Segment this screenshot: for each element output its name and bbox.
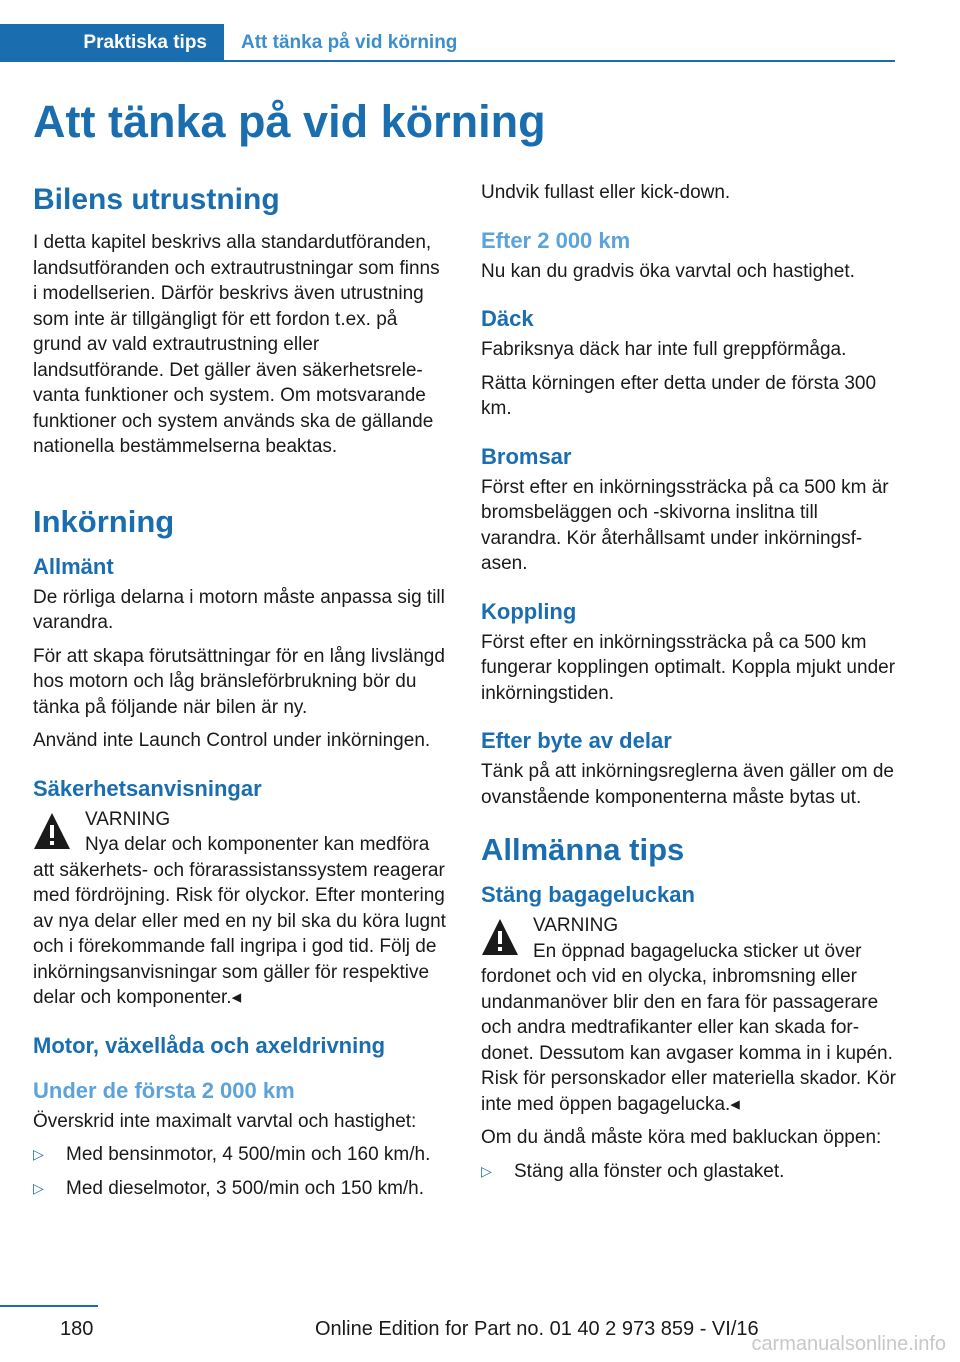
equipment-text: I detta kapitel beskrivs alla standardutföranden, landsutföranden och extrautrustningar som finns i modellserien. Därför beskrivs även utrustning som inte är tillgängligt för ett fordon t.ex. på grund av vald extrautrustning eller landsutförande. Det gäller även säkerhetsrelevanta funktioner och system. Om motsvarande funktioner och system används ska de gällande nationella bestämmelserna beaktas.	[33, 232, 440, 457]
inkorning-heading: Inkörning	[33, 503, 175, 539]
allmant-heading: Allmänt	[33, 553, 114, 579]
list-item: ▷ Stäng alla fönster och glastaket.	[481, 1159, 896, 1185]
warning-text: att säkerhets- och förarassistanssystem reagerar med fördröjning. Risk för olyckor. Efter montering av nya delar eller med en ny bil ska du köra lugnt och i förekommande fall ingripa i god tid. Följ de inkörningsanvisningar som gäller för respektive delar och komponenter.◂	[33, 859, 446, 1008]
tires-paragraph-2: Rätta körningen efter detta under de första 300 km.	[481, 372, 877, 419]
parts-heading: Efter byte av delar	[481, 728, 672, 753]
avoid-text: Undvik fullast eller kick-down.	[481, 182, 731, 203]
parts-text: Tänk på att inkörningsreglerna även gäller om de ovanstående komponenterna måste bytas ut.	[481, 761, 894, 808]
general-tips-heading: Allmänna tips	[481, 832, 685, 867]
open-trunk-text: Om du ändå måste köra med bakluckan öppen:	[481, 1127, 882, 1148]
warning-box	[33, 807, 448, 858]
first-2000-heading: Under de första 2 000 km	[33, 1077, 295, 1103]
open-trunk-list	[481, 1159, 896, 1185]
warning-box	[481, 913, 896, 964]
page-title: Att tänka på vid körning	[33, 96, 546, 147]
allmant-paragraph-1: De rörliga delarna i motorn måste anpassa sig till varandra.	[33, 586, 445, 633]
brakes-text: Först efter en inkörningssträcka på ca 500 km är bromsbeläggen och -skivorna inslitna till varandra. Kör återhållsamt under inkörningsfasen.	[481, 476, 889, 574]
warning-first-line: En öppnad bagagelucka sticker ut över	[533, 940, 862, 962]
motor-heading: Motor, växellåda och axeldrivning	[33, 1032, 386, 1058]
warning-label: VARNING	[85, 808, 171, 830]
triangle-bullet-icon: ▷	[481, 1162, 492, 1179]
section-tab: Praktiska tips	[0, 24, 224, 62]
allmant-paragraph-3: Använd inte Launch Control under inkörningen.	[33, 730, 431, 751]
warning-triangle-icon	[33, 811, 71, 851]
after-2000-text: Nu kan du gradvis öka varvtal och hastighet.	[481, 260, 855, 282]
clutch-heading: Koppling	[481, 598, 577, 624]
edition-text: Online Edition for Part no. 01 40 2 973 859 - VI/16	[315, 1318, 759, 1340]
chapter-tab: Att tänka på vid körning	[241, 32, 458, 53]
warning-first-line: Nya delar och komponenter kan medföra	[85, 834, 430, 855]
equipment-heading: Bilens utrustning	[33, 183, 280, 216]
trunk-heading: Stäng bagageluckan	[481, 882, 695, 907]
left-column	[33, 180, 448, 1209]
footer-rule	[0, 1305, 98, 1307]
tires-heading: Däck	[481, 306, 534, 331]
right-column	[481, 180, 896, 1192]
first-2000-text: Överskrid inte maximalt varvtal och hastighet:	[33, 1110, 417, 1132]
triangle-bullet-icon: ▷	[33, 1179, 44, 1196]
speed-limits-list	[33, 1142, 448, 1201]
warning-triangle-icon	[481, 917, 519, 957]
watermark: carmanualsonline.info	[751, 1333, 946, 1355]
clutch-text: Först efter en inkörningssträcka på ca 500 km fungerar kopplingen optimalt. Koppla mjukt under inkörningstiden.	[481, 631, 896, 704]
tires-paragraph-1: Fabriksnya däck har inte full greppförmåga.	[481, 339, 847, 360]
list-item: ▷ Med dieselmotor, 3 500/min och 150 km/h.	[33, 1176, 448, 1202]
after-2000-heading: Efter 2 000 km	[481, 227, 631, 253]
allmant-paragraph-2: För att skapa förutsättningar för en lång livslängd hos motorn och låg bränsleförbrukning bör du tänka på följande när bilen är ny.	[33, 645, 445, 718]
list-item: ▷ Med bensinmotor, 4 500/min och 160 km/h.	[33, 1142, 448, 1168]
warning-text: fordonet och vid en olycka, inbromsning eller undanmanöver blir den en fara för passagerare och andra medtrafikanter eller kan skada fordonet. Dessutom kan avgaser komma in i kupén. Risk för personskador eller materiella skador. Kör inte med öppen bagagelucka.◂	[481, 966, 897, 1115]
safety-heading: Säkerhetsanvisningar	[33, 775, 262, 801]
triangle-bullet-icon: ▷	[33, 1146, 44, 1162]
header-rule	[224, 60, 895, 62]
page-number: 180	[60, 1318, 94, 1340]
warning-label: VARNING	[533, 915, 619, 936]
running-header	[0, 24, 895, 62]
brakes-heading: Bromsar	[481, 443, 572, 469]
